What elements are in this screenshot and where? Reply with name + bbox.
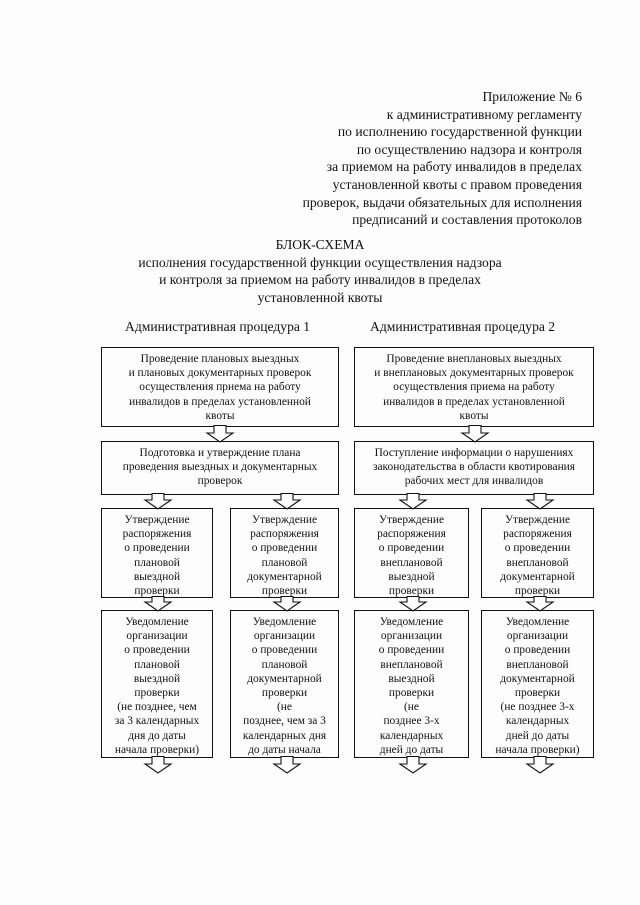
down-arrow-icon <box>143 596 173 612</box>
box-text: (не позднее 3-х <box>500 701 575 714</box>
box-text: внеплановой <box>506 556 569 569</box>
box-text: документарной <box>500 672 575 685</box>
box-text: (не <box>404 701 419 714</box>
box-text: Подготовка и утверждение плана <box>139 447 301 459</box>
box-text: о проведении <box>504 542 571 555</box>
box-text: Утверждение <box>124 514 190 526</box>
box-text: позднее 3-х <box>383 715 440 728</box>
box-text: календарных дня <box>242 729 327 742</box>
box-text: осуществления приема на работу <box>393 381 555 394</box>
box-notify-unplanned-documentary <box>481 610 594 758</box>
box-text: распоряжения <box>503 528 572 541</box>
box-text: законодательства в области квотирования <box>372 461 575 474</box>
box-text: о проведении <box>124 542 190 555</box>
box-text: календарных <box>379 729 444 742</box>
down-arrow-icon <box>143 756 173 774</box>
box-text: инвалидов в пределах установленной <box>129 395 311 408</box>
appendix-line: проверок, выдачи обязательных для исполнения <box>302 194 582 210</box>
box-notify-planned-documentary <box>230 610 339 758</box>
box-text: осуществления приема на работу <box>139 381 301 394</box>
box-text: проверки <box>134 585 180 598</box>
down-arrow-icon <box>272 596 302 612</box>
box-order-planned-field <box>101 508 213 598</box>
box-planned-inspections <box>101 347 339 427</box>
box-text: организации <box>126 630 188 643</box>
box-text: рабочих мест для инвалидов <box>404 475 544 488</box>
box-text: о проведении <box>378 542 445 555</box>
box-text: распоряжения <box>122 528 192 541</box>
box-text: внеплановой <box>506 658 569 671</box>
box-text: документарной <box>500 570 575 583</box>
document-title <box>0 236 640 306</box>
down-arrow-icon <box>525 493 555 510</box>
box-text: организации <box>380 630 443 643</box>
box-text: до даты начала <box>248 743 321 756</box>
box-text: дней до даты <box>505 729 570 742</box>
procedure-2-heading: Административная процедура 2 <box>370 319 556 334</box>
box-text: проведения выездных и документарных <box>122 461 318 474</box>
box-text: организации <box>506 630 569 643</box>
box-text: Проведение внеплановых выездных <box>386 353 562 365</box>
box-text: плановой <box>134 658 180 671</box>
box-text: (не позднее, чем <box>117 701 197 714</box>
down-arrow-icon <box>525 756 555 774</box>
box-text: Утверждение <box>378 514 445 526</box>
title-heading: БЛОК-СХЕМА <box>275 237 365 252</box>
box-text: внеплановой <box>380 556 443 569</box>
down-arrow-icon <box>272 756 302 774</box>
box-text: Уведомление <box>379 616 444 628</box>
down-arrow-icon <box>398 493 428 510</box>
box-order-unplanned-documentary <box>481 508 594 598</box>
title-line: исполнения государственной функции осуществления надзора <box>138 254 502 270</box>
box-text: внеплановой <box>380 658 443 671</box>
box-text: Уведомление <box>505 616 570 628</box>
box-text: документарной <box>247 672 322 685</box>
box-text: распоряжения <box>377 528 446 541</box>
box-text: проверки <box>261 585 308 598</box>
box-text: выездной <box>388 570 435 583</box>
box-text: плановой <box>134 556 180 569</box>
box-text: о проведении <box>251 542 318 555</box>
box-text: проверки <box>388 687 435 700</box>
box-text: выездной <box>388 672 435 685</box>
box-text: распоряжения <box>250 528 319 541</box>
box-text: Уведомление <box>252 616 317 628</box>
appendix-line: установленной квоты с правом проведения <box>332 176 582 192</box>
down-arrow-icon <box>398 596 428 612</box>
box-text: плановой <box>261 658 308 671</box>
down-arrow-icon <box>398 756 428 774</box>
box-text: о проведении <box>378 644 445 657</box>
appendix-line: Приложение № 6 <box>482 89 582 104</box>
box-text: Утверждение <box>504 514 571 526</box>
appendix-line: по осуществлению надзора и контроля <box>356 141 582 157</box>
title-line: и контроля за приемом на работу инвалидов в пределах <box>159 272 481 287</box>
box-text: проверок <box>197 475 243 488</box>
box-text: проверки <box>514 585 561 598</box>
box-text: проверки <box>134 687 180 700</box>
box-order-unplanned-field <box>354 508 469 598</box>
box-notify-planned-field <box>101 610 213 758</box>
box-text: о проведении <box>251 644 318 657</box>
box-notify-unplanned-field <box>354 610 469 758</box>
box-text: плановой <box>261 556 308 569</box>
box-text: дней до даты <box>379 743 444 756</box>
box-text: начала проверки) <box>114 743 200 756</box>
box-text: квоты <box>205 409 235 422</box>
appendix-line: предписаний и составления протоколов <box>352 212 582 228</box>
box-text: за 3 календарных <box>114 715 200 728</box>
box-text: инвалидов в пределах установленной <box>383 395 565 408</box>
box-text: о проведении <box>124 644 190 657</box>
box-text: проверки <box>261 687 308 700</box>
box-text: документарной <box>247 570 322 583</box>
down-arrow-icon <box>205 425 235 443</box>
appendix-line: по исполнению государственной функции <box>337 124 582 140</box>
box-unplanned-inspections <box>354 347 594 427</box>
box-text: дня до даты <box>128 729 186 742</box>
box-text: квоты <box>459 409 489 422</box>
appendix-line: за приемом на работу инвалидов в пределах <box>326 159 582 175</box>
box-text: Уведомление <box>125 616 189 628</box>
box-text: и внеплановых документарных проверок <box>374 367 574 380</box>
down-arrow-icon <box>143 493 173 510</box>
box-violation-info <box>354 441 594 495</box>
appendix-header <box>303 88 582 229</box>
box-text: Проведение плановых выездных <box>140 353 300 365</box>
box-text: Утверждение <box>251 514 318 526</box>
down-arrow-icon <box>272 493 302 510</box>
box-text: и плановых документарных проверок <box>128 367 312 380</box>
box-text: о проведении <box>504 644 571 657</box>
title-line: установленной квоты <box>257 289 383 305</box>
box-text: проверки <box>388 585 435 598</box>
box-text: выездной <box>133 570 181 583</box>
box-order-planned-documentary <box>230 508 339 598</box>
box-text: календарных <box>505 715 570 728</box>
box-text: проверки <box>514 687 561 700</box>
box-text: организации <box>253 630 316 643</box>
procedure-1-heading: Административная процедура 1 <box>125 319 311 334</box>
box-text: (не <box>277 701 292 714</box>
box-plan-preparation <box>101 441 339 495</box>
box-text: Поступление информации о нарушениях <box>374 447 574 459</box>
box-text: начала проверки) <box>495 743 580 756</box>
box-text: позднее, чем за 3 <box>243 715 326 728</box>
appendix-line: к административному регламенту <box>386 106 582 122</box>
box-text: выездной <box>133 672 181 685</box>
down-arrow-icon <box>460 425 490 443</box>
down-arrow-icon <box>525 596 555 612</box>
